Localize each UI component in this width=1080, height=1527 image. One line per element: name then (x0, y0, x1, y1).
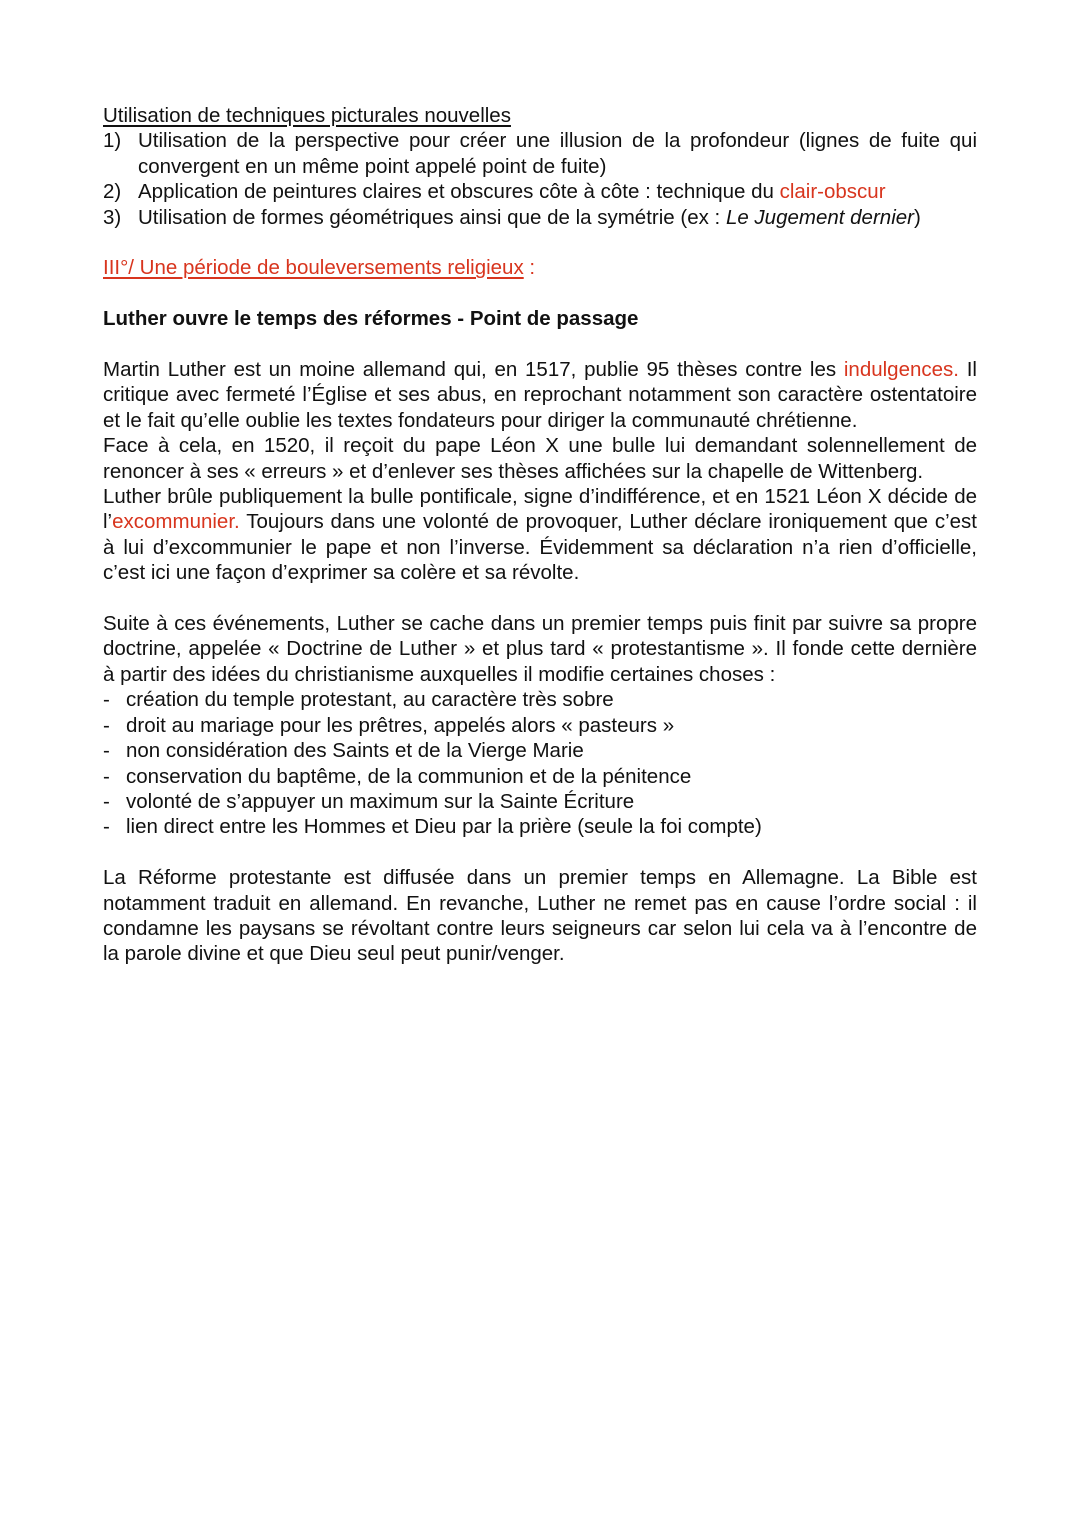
dash-bullet: - (103, 789, 110, 813)
list-number: 1) (103, 129, 122, 153)
list-item-text: lien direct entre les Hommes et Dieu par la prière (seule la foi compte) (126, 815, 762, 839)
list-item (103, 814, 977, 839)
dash-bullet: - (103, 713, 110, 737)
paragraph-2: Face à cela, en 1520, il reçoit du pape Léon X une bulle lui demandant solennellement de renoncer à ses « erreurs » et d’enlever ses thèses affichées sur la chapelle de Wittenberg. (103, 434, 977, 483)
text: Toujours dans une volonté de provoquer, Luther déclare ironiquement que c’est à lui d’excommunier le pape et non l’inverse. Évidemment sa déclaration n’a rien d’officielle, c’est ici une façon d’exprimer sa colère et sa révolte. (103, 510, 977, 585)
list-item-text: Application de peintures claires et obscures côte à côte : technique du (138, 180, 780, 204)
list-item (103, 738, 977, 763)
techniques-heading: Utilisation de techniques picturales nouvelles (103, 104, 511, 127)
list-item (103, 128, 977, 179)
list-item-text: non considération des Saints et de la Vierge Marie (126, 739, 584, 763)
key-term: clair-obscur (779, 180, 886, 204)
document-page (103, 103, 977, 967)
list-item-text: droit au mariage pour les prêtres, appelés alors « pasteurs » (126, 713, 675, 737)
text: Martin Luther est un moine allemand qui, en 1517, publie 95 thèses contre les (103, 358, 844, 382)
list-item-text: ) (913, 205, 921, 229)
list-item-text: création du temple protestant, au caractère très sobre (126, 688, 614, 712)
subtitle: Luther ouvre le temps des réformes - Point de passage (103, 307, 639, 331)
key-term: indulgences. (843, 358, 959, 382)
text: Luther brûle publiquement la bulle pontificale, signe d’indifférence, et en 1521 Léon X décide de l’ (103, 485, 977, 534)
dash-bullet: - (103, 739, 110, 763)
list-item-text: conservation du baptême, de la communion et de la pénitence (126, 764, 692, 788)
list-item (103, 713, 977, 738)
artwork-title: Le Jugement dernier (725, 205, 914, 229)
list-item (103, 764, 977, 789)
list-number: 2) (103, 180, 122, 204)
list-item (103, 205, 977, 230)
techniques-list (103, 128, 977, 230)
paragraph-4: Suite à ces événements, Luther se cache dans un premier temps puis finit par suivre sa propre doctrine, appelée « Doctrine de Luther » et plus tard « protestantisme ». Il fonde cette dernière à partir des idées du christianisme auxquelles il modifie certaines choses : (103, 612, 977, 686)
dash-bullet: - (103, 815, 110, 839)
paragraph-3 (103, 484, 977, 586)
list-item (103, 789, 977, 814)
dash-bullet: - (103, 764, 110, 788)
paragraph-1 (103, 357, 977, 433)
text: Il critique avec fermeté l’Église et ses abus, en reprochant notamment son caractère ostentatoire et le fait qu’elle oublie les textes fondateurs pour diriger la communauté chrétienne. (103, 358, 977, 432)
list-item-text: volonté de s’appuyer un maximum sur la Sainte Écriture (126, 789, 635, 813)
section-title-text: III°/ Une période de bouleversements religieux (103, 256, 524, 280)
list-item-text: Utilisation de formes géométriques ainsi que de la symétrie (ex : (138, 205, 726, 229)
key-term: excommunier. (112, 510, 240, 534)
list-item (103, 179, 977, 204)
dash-bullet: - (103, 688, 110, 712)
list-item (103, 687, 977, 712)
changes-list (103, 687, 977, 839)
section-title (103, 255, 977, 280)
section-title-suffix: : (523, 256, 536, 280)
list-number: 3) (103, 205, 122, 229)
list-item-text: Utilisation de la perspective pour créer une illusion de la profondeur (lignes de fuite qui convergent en un même point appelé point de fuite) (138, 129, 977, 178)
paragraph-5: La Réforme protestante est diffusée dans un premier temps en Allemagne. La Bible est notamment traduit en allemand. En revanche, Luther ne remet pas en cause l’ordre social : il condamne les paysans se révoltant contre leurs seigneurs car selon lui cela va à l’encontre de la parole divine et que Dieu seul peut punir/venger. (103, 866, 977, 966)
